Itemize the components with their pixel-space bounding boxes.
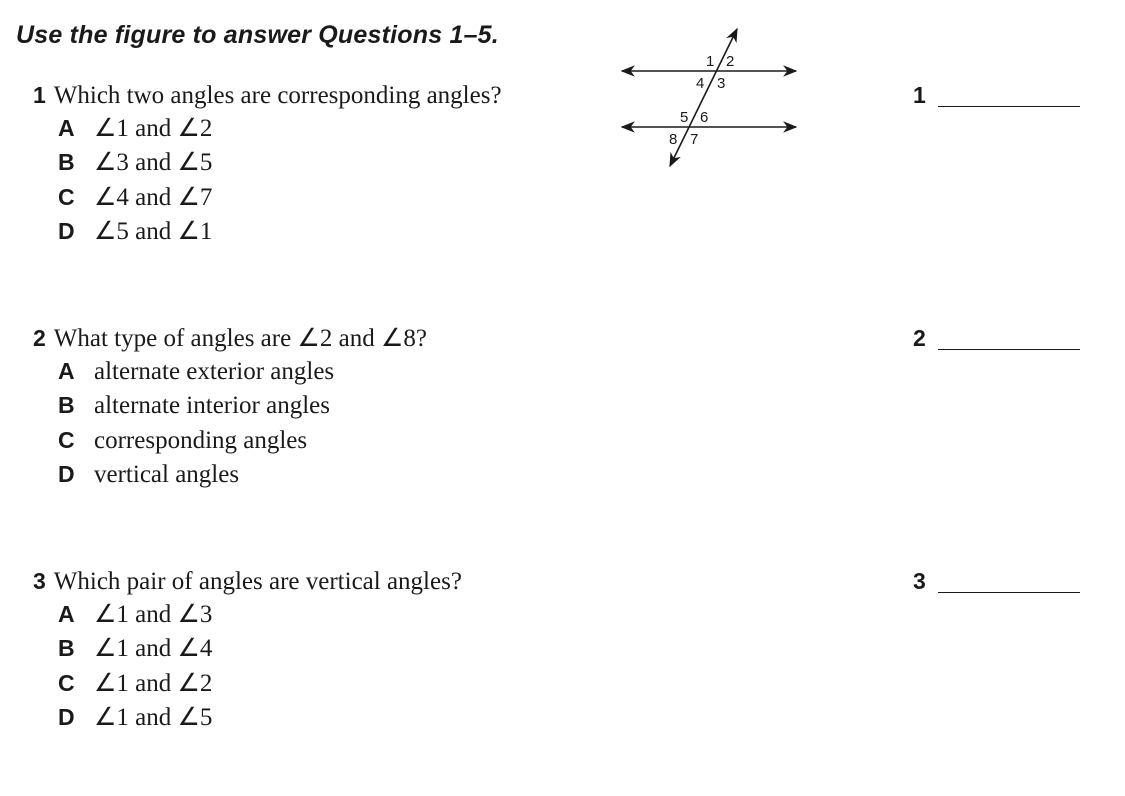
choice-text: ∠1 and ∠5: [94, 703, 213, 731]
angle-label-7: 7: [690, 131, 699, 148]
choice-letter: A: [58, 115, 75, 141]
choice-letter: D: [58, 703, 75, 730]
choice-text: vertical angles: [94, 460, 240, 488]
answer-number: 3: [913, 568, 926, 594]
answer-line[interactable]: [938, 349, 1080, 350]
answer-line[interactable]: [938, 106, 1080, 107]
choice-text: corresponding angles: [94, 426, 308, 454]
choice-letter: B: [58, 392, 75, 419]
question-3: [33, 565, 1093, 734]
question-stem: [33, 322, 1093, 354]
choice-c[interactable]: [58, 666, 1093, 700]
question-1: [33, 79, 1093, 248]
choice-text: ∠3 and ∠5: [94, 149, 213, 177]
answer-blank-1[interactable]: [913, 79, 1080, 111]
angle-label-3: 3: [717, 75, 726, 92]
question-number: 2: [33, 325, 46, 351]
choice-text: alternate exterior angles: [94, 358, 335, 385]
question-number: 1: [33, 82, 46, 108]
answer-number: 2: [913, 325, 926, 351]
question-number: 3: [33, 568, 46, 594]
question-stem: [33, 565, 1093, 597]
choice-b[interactable]: [58, 145, 1093, 179]
question-stem: [33, 79, 1093, 111]
choice-letter: A: [58, 358, 75, 384]
choice-text: ∠1 and ∠3: [94, 601, 213, 628]
choice-letter: A: [58, 601, 75, 627]
answer-number: 1: [913, 82, 926, 108]
choice-letter: D: [58, 217, 75, 244]
answer-blank-3[interactable]: [913, 565, 1080, 597]
choice-d[interactable]: [58, 700, 1093, 734]
choice-letter: C: [58, 183, 75, 210]
angle-label-4: 4: [696, 75, 705, 92]
choice-text: ∠4 and ∠7: [94, 183, 213, 211]
choice-text: alternate interior angles: [94, 392, 330, 420]
answer-blank-2[interactable]: [913, 322, 1080, 354]
choice-letter: B: [58, 149, 75, 176]
angle-label-1: 1: [706, 53, 715, 70]
choice-d[interactable]: [58, 214, 1093, 248]
choice-letter: C: [58, 426, 75, 453]
question-2: [33, 322, 1093, 491]
question-text: Which pair of angles are vertical angles?: [53, 568, 462, 595]
angle-label-6: 6: [700, 109, 709, 126]
choice-b[interactable]: [58, 388, 1093, 422]
choice-letter: B: [58, 635, 75, 662]
choice-a[interactable]: [58, 354, 1093, 388]
choice-c[interactable]: [58, 423, 1093, 457]
question-text: What type of angles are ∠2 and ∠8?: [53, 325, 427, 352]
question-text: Which two angles are corresponding angles?: [53, 82, 502, 109]
instruction-heading: Use the figure to answer Questions 1–5.: [16, 21, 499, 49]
angle-label-5: 5: [680, 109, 689, 126]
choice-text: ∠1 and ∠4: [94, 635, 213, 663]
angle-label-8: 8: [669, 131, 678, 148]
choice-b[interactable]: [58, 631, 1093, 665]
choice-a[interactable]: [58, 111, 1093, 145]
choice-a[interactable]: [58, 597, 1093, 631]
choice-letter: D: [58, 460, 75, 487]
choice-text: ∠1 and ∠2: [94, 669, 213, 697]
choice-text: ∠1 and ∠2: [94, 115, 213, 142]
choice-text: ∠5 and ∠1: [94, 217, 213, 245]
choice-letter: C: [58, 669, 75, 696]
angle-label-2: 2: [726, 53, 735, 70]
choice-c[interactable]: [58, 180, 1093, 214]
choice-d[interactable]: [58, 457, 1093, 491]
answer-line[interactable]: [938, 592, 1080, 593]
